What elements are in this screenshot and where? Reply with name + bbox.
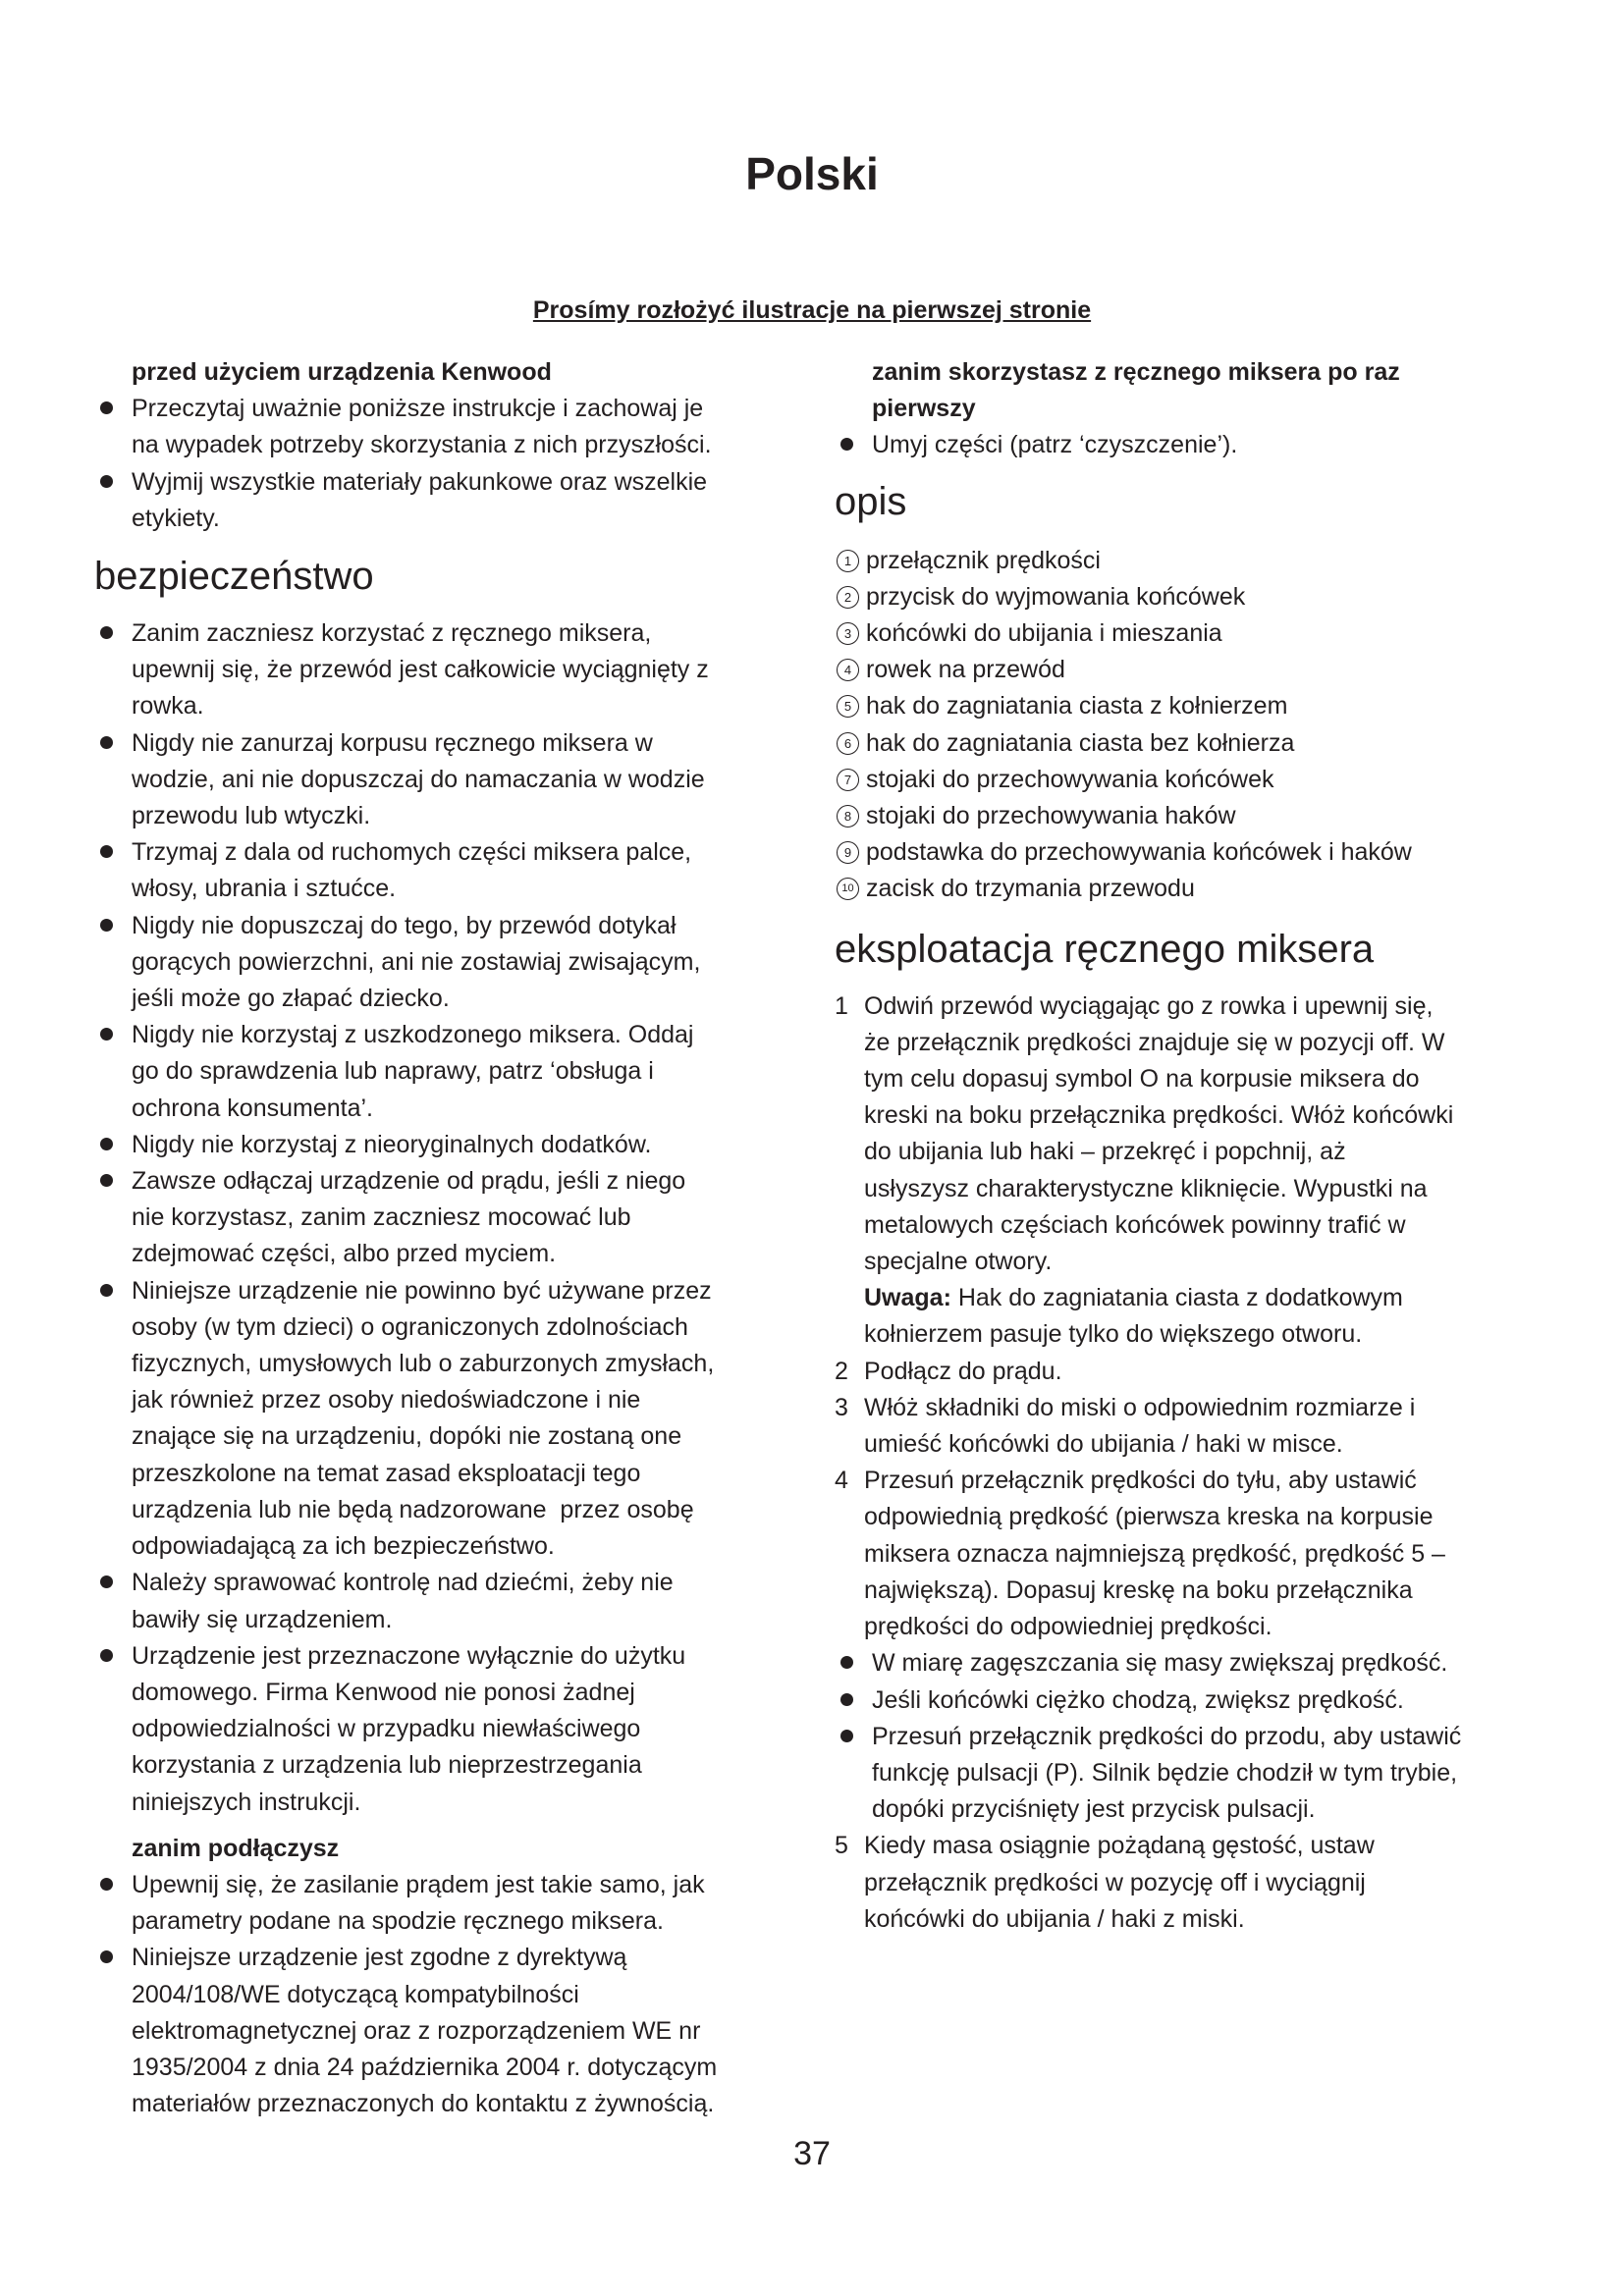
list-item: Nigdy nie zanurzaj korpusu ręcznego miksera w wodzie, ani nie dopuszczaj do namaczania w wodzie przewodu lub wtyczki. [94, 725, 801, 835]
list-item: Przesuń przełącznik prędkości do przodu, aby ustawić funkcję pulsacji (P). Silnik będzie chodził w tym trybie, dopóki przyciśnięty jest przycisk pulsacji. [835, 1719, 1542, 1829]
circled-number: 1 [837, 550, 859, 572]
circled-number: 10 [837, 878, 859, 900]
step-item: 5 Kiedy masa osiągnie pożądaną gęstość, ustaw przełącznik prędkości w pozycję off i wyciągnij końcówki do ubijania / haki z miski. [835, 1832, 1375, 1933]
description-item: 7 stojaki do przechowywania końcówek [835, 762, 1542, 798]
list-item: Zanim zaczniesz korzystać z ręcznego miksera, upewnij się, że przewód jest całkowicie wyciągnięty z rowka. [94, 615, 801, 725]
list-item: Wyjmij wszystkie materiały pakunkowe oraz wszelkie etykiety. [94, 464, 801, 537]
list-item: Nigdy nie dopuszczaj do tego, by przewód dotykał gorących powierzchni, ani nie zostawiaj zwisającym, jeśli może go złapać dziecko. [94, 908, 801, 1018]
circled-number: 5 [837, 695, 859, 718]
circled-number: 3 [837, 622, 859, 645]
list-item: Niniejsze urządzenie jest zgodne z dyrektywą 2004/108/WE dotyczącą kompatybilności elektromagnetycznej oraz z rozporządzeniem WE nr 1935/2004 z dnia 24 października 2004 r. dotyczącym materiałów przeznaczonych do kontaktu z żywnością. [94, 1940, 801, 2122]
left-column [94, 354, 801, 2122]
list-item: Nigdy nie korzystaj z uszkodzonego miksera. Oddaj go do sprawdzenia lub naprawy, patrz ‘obsługa i ochrona konsumenta’. [94, 1017, 801, 1127]
list-item: Przeczytaj uważnie poniższe instrukcje i zachowaj je na wypadek potrzeby skorzystania z nich przyszłości. [94, 391, 801, 463]
note-text: Hak do zagniatania ciasta z dodatkowym kołnierzem pasuje tylko do większego otworu. [864, 1284, 1403, 1349]
list-item: Niniejsze urządzenie nie powinno być używane przez osoby (w tym dzieci) o ograniczonych zdolnościach fizycznych, umysłowych lub o zaburzonych zmysłach, jak również przez osoby niedoświadczone i nie znające się na urządzeniu, dopóki nie zostaną one przeszkolone na temat zasad eksploatacji tego urządzenia lub nie będą nadzorowane przez osobę odpowiadającą za ich bezpieczeństwo. [94, 1273, 801, 1566]
circled-number: 7 [837, 769, 859, 791]
description-item: 3 końcówki do ubijania i mieszania [835, 615, 1542, 652]
circled-number: 9 [837, 841, 859, 864]
circled-number: 6 [837, 732, 859, 755]
usage-heading: eksploatacja ręcznego miksera [835, 927, 1375, 971]
step-item: 2 Podłącz do prądu. [835, 1357, 1062, 1385]
page-number: 37 [793, 2135, 831, 2172]
list-item: Nigdy nie korzystaj z nieoryginalnych dodatków. [94, 1127, 801, 1163]
list-item: Zawsze odłączaj urządzenie od prądu, jeśli z niego nie korzystasz, zanim zaczniesz mocować lub zdejmować części, albo przed myciem. [94, 1163, 801, 1273]
circled-number: 2 [837, 586, 859, 609]
illustration-note: Prosímy rozłożyć ilustracje na pierwszej stronie [532, 296, 1092, 324]
list-item: Urządzenie jest przeznaczone wyłącznie do użytku domowego. Firma Kenwood nie ponosi żadnej odpowiedzialności w przypadku niewłaściwego korzystania z urządzenia lub nieprzestrzegania niniejszych instrukcji. [94, 1638, 801, 1821]
before-use-heading: przed użyciem urządzenia Kenwood [132, 358, 552, 386]
first-use-heading: zanim skorzystasz z ręcznego miksera po raz pierwszy [872, 358, 1400, 423]
list-item: Trzymaj z dala od ruchomych części miksera palce, włosy, ubrania i sztućce. [94, 834, 801, 907]
description-item: 10 zacisk do trzymania przewodu [835, 871, 1542, 907]
list-item: Jeśli końcówki ciężko chodzą, zwiększ prędkość. [835, 1682, 1542, 1719]
circled-number: 4 [837, 659, 859, 681]
description-item: 8 stojaki do przechowywania haków [835, 798, 1542, 834]
description-heading: opis [835, 479, 907, 523]
step-item: 3 Włóż składniki do miski o odpowiednim rozmiarze i umieść końcówki do ubijania / haki w misce. [835, 1393, 1416, 1459]
description-item: 1 przełącznik prędkości [835, 543, 1542, 579]
step-item: 4 Przesuń przełącznik prędkości do tyłu, aby ustawić odpowiednią prędkość (pierwsza kreska na korpusie miksera oznacza najmniejszą prędkość, prędkość 5 – największą). Dopasuj kreskę na boku przełącznika prędkości do odpowiedniej prędkości. [835, 1467, 1445, 1641]
before-plug-heading: zanim podłączysz [132, 1834, 340, 1862]
description-item: 5 hak do zagniatania ciasta z kołnierzem [835, 688, 1542, 724]
note-label: Uwaga: [864, 1284, 951, 1312]
description-item: 4 rowek na przewód [835, 652, 1542, 688]
circled-number: 8 [837, 805, 859, 828]
right-column [835, 354, 1542, 1938]
step-item: 1 Odwiń przewód wyciągając go z rowka i upewnij się, że przełącznik prędkości znajduje się w pozycji off. W tym celu dopasuj symbol O na korpusie miksera do kreski na boku przełącznika prędkości. Włóż końcówki do ubijania lub haki – przekręć i popchnij, aż usłyszysz charakterystyczne kliknięcie. Wypustki na metalowych częściach końcówek powinny trafić w specjalne otwory. Uwaga: Hak do zagniatania ciasta z dodatkowym kołnierzem pasuje tylko do większego otworu. [835, 991, 1454, 1349]
description-item: 9 podstawka do przechowywania końcówek i haków [835, 834, 1542, 871]
description-item: 2 przycisk do wyjmowania końcówek [835, 579, 1542, 615]
list-item: W miarę zagęszczania się masy zwiększaj prędkość. [835, 1645, 1542, 1682]
description-item: 6 hak do zagniatania ciasta bez kołnierza [835, 725, 1542, 762]
list-item: Upewnij się, że zasilanie prądem jest takie samo, jak parametry podane na spodzie ręcznego miksera. [94, 1867, 801, 1940]
page-title: Polski [745, 148, 879, 199]
list-item: Należy sprawować kontrolę nad dziećmi, żeby nie bawiły się urządzeniem. [94, 1565, 801, 1637]
list-item: Umyj części (patrz ‘czyszczenie’). [835, 427, 1542, 463]
safety-heading: bezpieczeństwo [94, 555, 374, 599]
